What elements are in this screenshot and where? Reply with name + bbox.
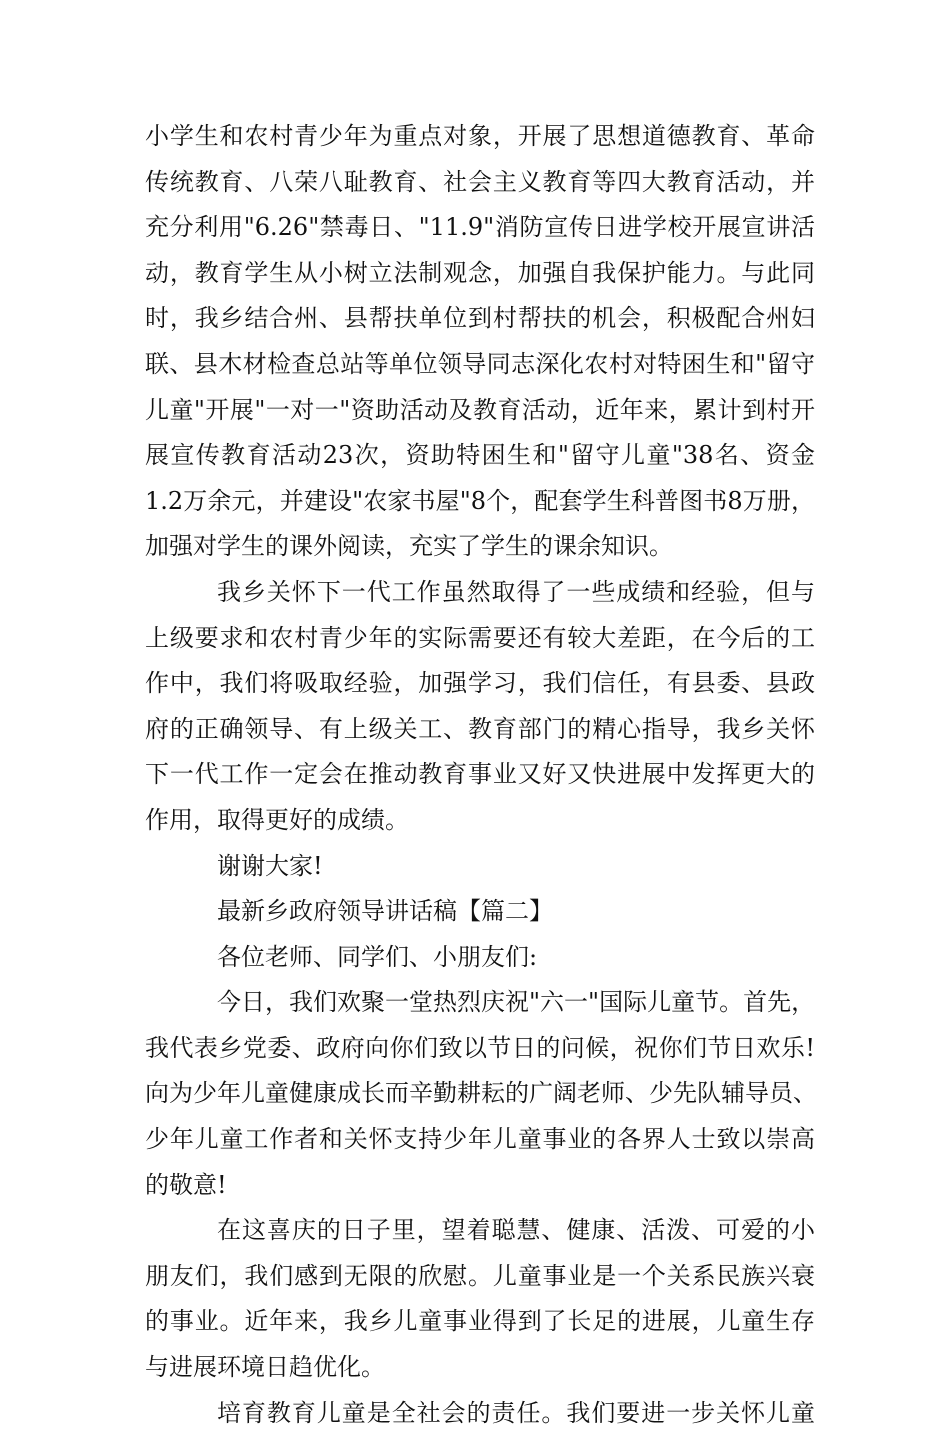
text-line: 向为少年儿童健康成长而辛勤耕耘的广阔老师、少先队辅导员、 bbox=[145, 1079, 817, 1108]
text-line: 小学生和农村青少年为重点对象，开展了思想道德教育、革命 bbox=[145, 122, 815, 150]
text-line: 的事业。近年来，我乡儿童事业得到了长足的进展，儿童生存 bbox=[145, 1307, 815, 1336]
paragraph-first-line: 我乡关怀下一代工作虽然取得了一些成绩和经验，但与 bbox=[217, 577, 815, 606]
text-line: 动，教育学生从小树立法制观念，加强自我保护能力。与此同 bbox=[145, 258, 815, 287]
text-line: 加强对学生的课外阅读，充实了学生的课余知识。 bbox=[145, 532, 673, 561]
text-line: 充分利用"6.26"禁毒日、"11.9"消防宣传日进学校开展宣讲活 bbox=[145, 213, 815, 242]
text-line: 作中，我们将吸取经验，加强学习，我们信任，有县委、县政 bbox=[145, 669, 815, 698]
section-heading: 最新乡政府领导讲话稿【篇二】 bbox=[217, 897, 553, 926]
text-line: 朋友们，我们感到无限的欣慰。儿童事业是一个关系民族兴衰 bbox=[145, 1261, 815, 1290]
text-line: 与进展环境日趋优化。 bbox=[145, 1353, 385, 1382]
text-line: 少年儿童工作者和关怀支持少年儿童事业的各界人士致以崇高 bbox=[145, 1125, 815, 1154]
text-line: 1.2万余元，并建设"农家书屋"8个，配套学生科普图书8万册， bbox=[145, 486, 815, 515]
text-line: 时，我乡结合州、县帮扶单位到村帮扶的机会，积极配合州妇 bbox=[145, 304, 815, 333]
text-line: 传统教育、八荣八耻教育、社会主义教育等四大教育活动，并 bbox=[145, 167, 815, 196]
paragraph-first-line: 培育教育儿童是全社会的责任。我们要进一步关怀儿童 bbox=[217, 1398, 815, 1427]
text-line: 展宣传教育活动23次，资助特困生和"留守儿童"38名、资金 bbox=[145, 441, 815, 470]
paragraph-first-line: 今日，我们欢聚一堂热烈庆祝"六一"国际儿童节。首先， bbox=[217, 988, 816, 1017]
paragraph-first-line: 在这喜庆的日子里，望着聪慧、健康、活泼、可爱的小 bbox=[217, 1216, 815, 1245]
text-line: 儿童"开展"一对一"资助活动及教育活动，近年来，累计到村开 bbox=[145, 395, 815, 424]
salutation: 各位老师、同学们、小朋友们: bbox=[217, 942, 538, 971]
text-line: 我代表乡党委、政府向你们致以节日的问候，祝你们节日欢乐! bbox=[145, 1033, 815, 1062]
text-line: 作用，取得更好的成绩。 bbox=[145, 805, 409, 834]
text-line: 联、县木材检查总站等单位领导同志深化农村对特困生和"留守 bbox=[145, 349, 815, 378]
text-line: 上级要求和农村青少年的实际需要还有较大差距，在今后的工 bbox=[145, 623, 815, 652]
text-line: 的敬意! bbox=[145, 1170, 227, 1199]
closing-thanks: 谢谢大家! bbox=[217, 851, 323, 880]
text-line: 府的正确领导、有上级关工、教育部门的精心指导，我乡关怀 bbox=[145, 714, 815, 743]
document-body bbox=[145, 114, 815, 1436]
text-line: 下一代工作一定会在推动教育事业又好又快进展中发挥更大的 bbox=[145, 760, 815, 789]
